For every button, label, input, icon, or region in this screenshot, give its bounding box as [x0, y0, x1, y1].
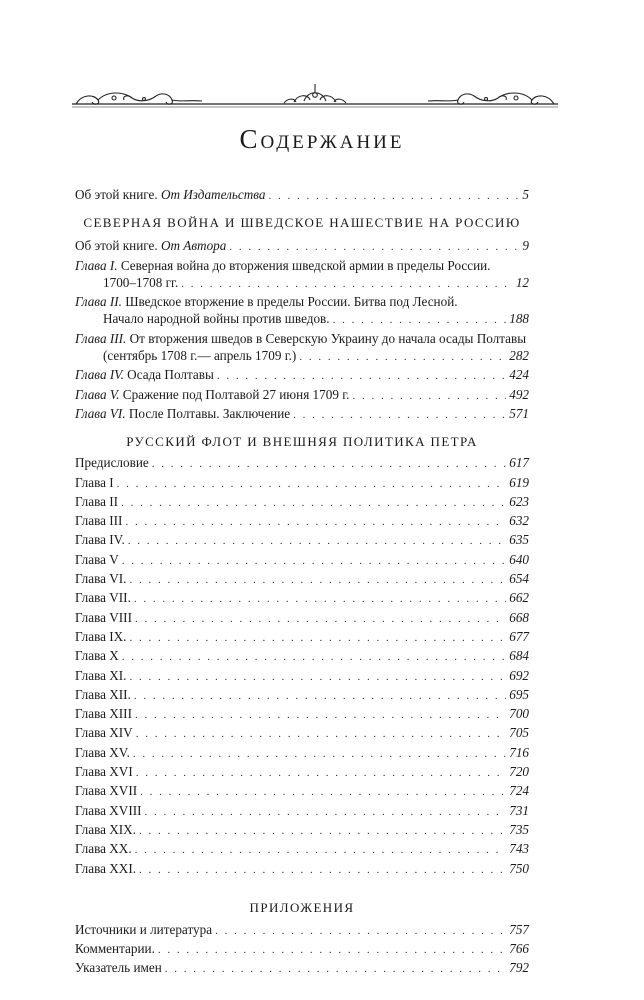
toc-entry-label: Глава XXI.	[75, 860, 137, 876]
toc-page-number: 757	[509, 921, 529, 937]
section-heading-northern-war: СЕВЕРНАЯ ВОЙНА И ШВЕДСКОЕ НАШЕСТВИЕ НА РОССИЮ	[83, 215, 521, 231]
dot-leader	[181, 276, 513, 293]
section-heading-appendix: ПРИЛОЖЕНИЯ	[249, 899, 355, 915]
toc-page-number: 668	[509, 609, 529, 625]
toc-entry-fleet-chapter[interactable]	[75, 782, 529, 801]
toc-entry-fleet-chapter[interactable]	[75, 802, 529, 821]
toc-entry-chapter-4[interactable]	[75, 366, 529, 385]
dot-leader	[215, 923, 506, 940]
toc-entry-fleet-chapter[interactable]	[75, 744, 529, 763]
toc-page-number: 623	[509, 493, 529, 509]
toc-page-number: 792	[509, 960, 529, 976]
toc-entry-chapter-2[interactable]	[75, 293, 529, 330]
toc-entry-label: Глава I	[75, 474, 114, 490]
toc-entry-label: Об этой книге.	[75, 187, 158, 202]
toc-entry-label: После Полтавы. Заключение	[128, 405, 291, 421]
toc-entry-fleet-chapter[interactable]	[75, 821, 529, 840]
toc-page-number: 743	[509, 841, 529, 857]
toc-entry-label: Указатель имен	[75, 960, 162, 976]
toc-entry-appendix[interactable]	[75, 959, 529, 978]
toc-page-number: 632	[509, 513, 529, 529]
toc-entry-label-italic: От Автора	[160, 238, 227, 254]
dot-leader	[136, 726, 507, 743]
dot-leader	[135, 707, 506, 724]
toc-entry-fleet-chapter[interactable]	[75, 454, 529, 473]
toc-entry-fleet-chapter[interactable]	[75, 724, 529, 743]
toc-entry-continuation: Начало народной войны против шведов.	[103, 311, 330, 327]
toc-entry-appendix[interactable]	[75, 921, 529, 940]
toc-page-number: 492	[509, 386, 529, 402]
dot-leader	[217, 368, 506, 385]
toc-entry-label: Глава III	[75, 513, 123, 529]
toc-entry-label: Глава XVIII	[75, 802, 142, 818]
toc-entry-fleet-chapter[interactable]	[75, 609, 529, 628]
toc-page-number: 571	[509, 405, 529, 421]
toc-page-number: 750	[509, 860, 529, 876]
dot-leader	[125, 514, 506, 531]
toc-entry-label: Об этой книге.	[75, 238, 158, 254]
toc-chapter-number: Глава I.	[75, 257, 118, 273]
dot-leader	[129, 669, 506, 686]
section2-list	[75, 454, 529, 879]
dot-leader	[140, 784, 506, 801]
toc-page-number: 654	[509, 571, 529, 587]
dot-leader	[352, 388, 506, 405]
dot-leader	[129, 630, 506, 647]
toc-page-number: 188	[509, 311, 529, 327]
toc-entry-label: Осада Полтавы	[127, 367, 214, 383]
toc-entry-label: Глава XIX.	[75, 821, 137, 837]
toc-entry-fleet-chapter[interactable]	[75, 686, 529, 705]
toc-page-number: 731	[509, 802, 529, 818]
dot-leader	[158, 942, 506, 959]
toc-entry-intro[interactable]	[75, 186, 529, 205]
toc-page-number: 282	[509, 348, 529, 364]
toc-page-number: 720	[509, 764, 529, 780]
toc-entry-label: Глава XIV	[75, 725, 133, 741]
dot-leader	[134, 591, 506, 608]
toc-entry-fleet-chapter[interactable]	[75, 628, 529, 647]
toc-chapter-number: Глава VI.	[75, 405, 126, 421]
dot-leader	[122, 649, 506, 666]
toc-entry-fleet-chapter[interactable]	[75, 474, 529, 493]
dot-leader	[145, 804, 507, 821]
toc-chapter-number: Глава II.	[75, 294, 122, 310]
toc-entry-fleet-chapter[interactable]	[75, 667, 529, 686]
page-title: Содержание	[239, 124, 405, 154]
toc-page-number: 635	[509, 532, 529, 548]
toc-page-number: 705	[509, 725, 529, 741]
toc-entry-label: Шведское вторжение в пределы России. Битва под Лесной.	[125, 294, 458, 310]
toc-page-number: 700	[509, 706, 529, 722]
toc-entry-label: Сражение под Полтавой 27 июня 1709 г.	[122, 386, 350, 402]
toc-page-number: 617	[509, 455, 529, 471]
toc-entry-label: Глава IX.	[75, 628, 127, 644]
section-heading-russian-fleet: РУССКИЙ ФЛОТ И ВНЕШНЯЯ ПОЛИТИКА ПЕТРА	[126, 434, 478, 450]
dot-leader	[122, 553, 506, 570]
toc-page-number: 619	[509, 474, 529, 490]
dot-leader	[139, 862, 506, 879]
toc-page-number: 9	[522, 238, 529, 254]
toc-entry-label: Глава V	[75, 551, 119, 567]
toc-entry-fleet-chapter[interactable]	[75, 705, 529, 724]
dot-leader	[136, 765, 507, 782]
toc-entry-label: От вторжения шведов в Северскую Украину до начала осады Полтавы	[129, 330, 527, 346]
toc-entry-label: Предисловие	[75, 455, 149, 471]
dot-leader	[268, 188, 519, 205]
toc-page-number: 684	[509, 648, 529, 664]
toc-entry-fleet-chapter[interactable]	[75, 493, 529, 512]
dot-leader	[333, 312, 507, 329]
toc-entry-appendix[interactable]	[75, 940, 529, 959]
toc-entry-label: Комментарии.	[75, 941, 155, 957]
table-of-contents	[75, 186, 529, 979]
toc-entry-label: Глава XX.	[75, 841, 132, 857]
toc-entry-chapter-1[interactable]	[75, 257, 529, 294]
toc-entry-fleet-chapter[interactable]	[75, 763, 529, 782]
toc-entry-label: Глава VIII	[75, 609, 132, 625]
toc-entry-label: Глава XI.	[75, 667, 127, 683]
dot-leader	[135, 842, 507, 859]
dot-leader	[134, 688, 506, 705]
toc-entry-continuation: 1700–1708 гг.	[103, 274, 179, 290]
toc-page-number: 716	[509, 744, 529, 760]
toc-entry-label: Глава VI.	[75, 571, 127, 587]
dot-leader	[152, 456, 506, 473]
toc-entry-chapter-5[interactable]	[75, 386, 529, 405]
toc-entry-label: Глава II	[75, 493, 119, 509]
toc-page-number: 692	[509, 667, 529, 683]
toc-page-number: 640	[509, 551, 529, 567]
toc-entry-label: Глава XVII	[75, 783, 138, 799]
toc-entry-label: Глава XII.	[75, 686, 131, 702]
toc-entry-fleet-chapter[interactable]	[75, 840, 529, 859]
toc-page-number: 5	[522, 187, 529, 202]
toc-entry-label: Глава X	[75, 648, 119, 664]
dot-leader	[129, 572, 506, 589]
dot-leader	[121, 495, 506, 512]
toc-entry-label: Источники и литература	[75, 921, 213, 937]
toc-entry-label: Глава XV.	[75, 744, 130, 760]
toc-entry-fleet-chapter[interactable]	[75, 647, 529, 666]
toc-entry-fleet-chapter[interactable]	[75, 531, 529, 550]
toc-page-number: 724	[509, 783, 529, 799]
dot-leader	[135, 611, 506, 628]
header-ornament	[72, 84, 558, 110]
dot-leader	[229, 239, 519, 256]
toc-entry-chapter-3[interactable]	[75, 330, 529, 367]
toc-entry-label-italic: От Издательства	[160, 187, 266, 202]
dot-leader	[133, 746, 506, 763]
toc-entry-fleet-chapter[interactable]	[75, 551, 529, 570]
toc-entry-continuation: (сентябрь 1708 г.— апрель 1709 г.)	[103, 348, 297, 364]
toc-page-number: 662	[509, 590, 529, 606]
dot-leader	[293, 407, 506, 424]
toc-entry-label: Глава XIII	[75, 706, 132, 722]
toc-page-number: 12	[515, 274, 529, 290]
dot-leader	[139, 823, 506, 840]
dot-leader	[299, 349, 506, 366]
toc-entry-fleet-chapter[interactable]	[75, 589, 529, 608]
toc-page-number: 677	[509, 628, 529, 644]
toc-page-number: 424	[509, 367, 529, 383]
toc-page-number: 735	[509, 821, 529, 837]
toc-entry-label: Северная война до вторжения шведской армии в пределы России.	[120, 257, 491, 273]
dot-leader	[117, 476, 507, 493]
toc-entry-label: Глава VII.	[75, 590, 131, 606]
toc-entry-fleet-chapter[interactable]	[75, 512, 529, 531]
toc-page-number: 695	[509, 686, 529, 702]
toc-entry-label: Глава IV.	[75, 532, 125, 548]
dot-leader	[165, 961, 506, 978]
toc-entry-label: Глава XVI	[75, 764, 133, 780]
dot-leader	[128, 533, 506, 550]
toc-page-number: 766	[509, 941, 529, 957]
appendix-list	[75, 921, 529, 979]
toc-entry-chapter-6[interactable]	[75, 405, 529, 424]
toc-entry-author[interactable]	[75, 237, 529, 256]
toc-chapter-number: Глава III.	[75, 330, 127, 346]
toc-chapter-number: Глава V.	[75, 386, 120, 402]
toc-entry-fleet-chapter[interactable]	[75, 860, 529, 879]
toc-chapter-number: Глава IV.	[75, 367, 124, 383]
toc-entry-fleet-chapter[interactable]	[75, 570, 529, 589]
